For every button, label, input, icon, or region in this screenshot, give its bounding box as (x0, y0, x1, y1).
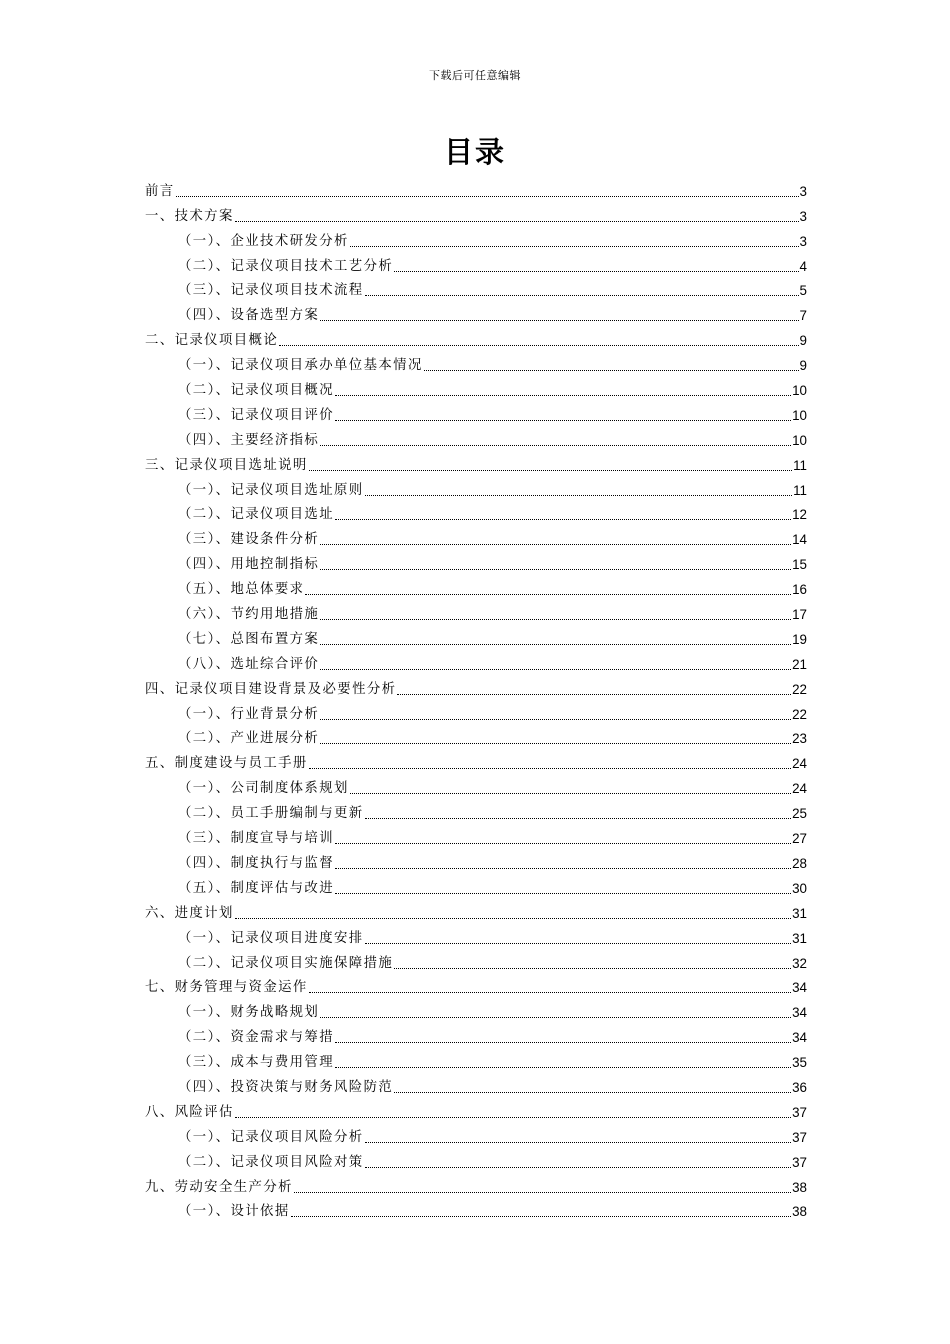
toc-entry[interactable] (145, 1146, 807, 1171)
page-header: 下载后可任意编辑 (429, 69, 521, 82)
toc-entry[interactable] (145, 797, 807, 822)
toc-entry-title: （四）、设备选型方案 (178, 308, 320, 324)
toc-entry-title: （二）、记录仪项目技术工艺分析 (178, 258, 394, 274)
toc-entry-title: 七、财务管理与资金运作 (145, 980, 308, 996)
toc-entry-title: （一）、财务战略规划 (178, 1005, 320, 1021)
toc-page-number: 23 (792, 731, 807, 747)
toc-page-number: 9 (799, 333, 807, 349)
toc-entry-title: （一）、企业技术研发分析 (178, 233, 349, 249)
toc-entry-title: （二）、员工手册编制与更新 (178, 806, 364, 822)
toc-page-number: 16 (792, 582, 807, 598)
toc-dot-leader (320, 544, 791, 545)
toc-entry[interactable] (145, 847, 807, 872)
toc-dot-leader (365, 295, 799, 296)
toc-dot-leader (335, 420, 791, 421)
toc-entry-title: （二）、产业进展分析 (178, 731, 320, 747)
toc-page-number: 25 (792, 806, 807, 822)
toc-entry-title: （三）、记录仪项目评价 (178, 407, 334, 423)
toc-page-number: 24 (792, 781, 807, 797)
toc-entry-title: （一）、公司制度体系规划 (178, 781, 349, 797)
page-title: 目录 (443, 135, 506, 169)
toc-entry[interactable] (145, 673, 807, 698)
toc-page-number: 19 (792, 631, 807, 647)
toc-page-number: 24 (792, 756, 807, 772)
toc-dot-leader (335, 1042, 791, 1043)
toc-entry[interactable] (145, 996, 807, 1021)
toc-page-number: 34 (792, 1005, 807, 1021)
toc-dot-leader (320, 644, 791, 645)
toc-page-number: 35 (792, 1055, 807, 1071)
toc-entry-title: （二）、记录仪项目选址 (178, 507, 334, 523)
toc-entry[interactable] (145, 1121, 807, 1146)
toc-entry[interactable] (145, 822, 807, 847)
toc-page-number: 15 (792, 557, 807, 573)
toc-entry[interactable] (145, 1046, 807, 1071)
toc-page-number: 11 (793, 457, 807, 473)
toc-dot-leader (424, 370, 799, 371)
toc-page-number: 32 (792, 955, 807, 971)
toc-dot-leader (176, 196, 799, 197)
toc-dot-leader (279, 345, 798, 346)
toc-entry-title: （四）、制度执行与监督 (178, 855, 334, 871)
toc-entry[interactable] (145, 872, 807, 897)
toc-entry[interactable] (145, 1096, 807, 1121)
toc-dot-leader (320, 719, 791, 720)
toc-dot-leader (394, 1092, 791, 1093)
toc-dot-leader (291, 1216, 791, 1217)
toc-entry[interactable] (145, 299, 807, 324)
toc-dot-leader (309, 470, 792, 471)
toc-entry[interactable] (145, 250, 807, 275)
toc-dot-leader (335, 519, 791, 520)
toc-page-number: 31 (792, 930, 807, 946)
toc-entry[interactable] (145, 275, 807, 300)
toc-entry[interactable] (145, 723, 807, 748)
toc-page-number: 37 (792, 1154, 807, 1170)
toc-entry[interactable] (145, 897, 807, 922)
toc-page-number: 12 (792, 507, 807, 523)
toc-entry-title: （一）、行业背景分析 (178, 706, 320, 722)
toc-entry[interactable] (145, 772, 807, 797)
toc-page-number: 30 (792, 880, 807, 896)
toc-entry-title: （三）、建设条件分析 (178, 532, 320, 548)
toc-entry-title: 五、制度建设与员工手册 (145, 756, 308, 772)
toc-entry[interactable] (145, 747, 807, 772)
toc-dot-leader (320, 743, 791, 744)
toc-entry[interactable] (145, 399, 807, 424)
toc-entry[interactable] (145, 1196, 807, 1221)
toc-entry-title: （四）、主要经济指标 (178, 432, 320, 448)
toc-page-number: 4 (799, 258, 807, 274)
toc-dot-leader (335, 868, 791, 869)
toc-dot-leader (394, 968, 791, 969)
toc-entry[interactable] (145, 175, 807, 200)
toc-dot-leader (305, 594, 791, 595)
toc-page-number: 10 (792, 432, 807, 448)
toc-page-number: 7 (799, 308, 807, 324)
toc-page-number: 37 (792, 1129, 807, 1145)
toc-entry-title: 一、技术方案 (145, 208, 234, 224)
toc-entry[interactable] (145, 598, 807, 623)
toc-entry[interactable] (145, 324, 807, 349)
toc-dot-leader (335, 843, 791, 844)
toc-entry-title: （三）、制度宣导与培训 (178, 831, 334, 847)
toc-entry-title: 六、进度计划 (145, 905, 234, 921)
toc-entry[interactable] (145, 922, 807, 947)
toc-page-number: 21 (792, 656, 807, 672)
toc-entry-title: 三、记录仪项目选址说明 (145, 457, 308, 473)
toc-page-number: 14 (792, 532, 807, 548)
toc-entry-title: （二）、记录仪项目概况 (178, 383, 334, 399)
toc-dot-leader (320, 619, 791, 620)
toc-page-number: 27 (792, 831, 807, 847)
toc-page-number: 36 (792, 1079, 807, 1095)
toc-dot-leader (320, 320, 798, 321)
toc-entry[interactable] (145, 1021, 807, 1046)
toc-dot-leader (335, 893, 791, 894)
toc-entry-title: （四）、用地控制指标 (178, 557, 320, 573)
toc-dot-leader (320, 669, 791, 670)
toc-dot-leader (365, 1142, 792, 1143)
toc-dot-leader (335, 1067, 791, 1068)
toc-entry-title: （一）、设计依据 (178, 1204, 290, 1220)
toc-entry[interactable] (145, 1171, 807, 1196)
toc-page-number: 3 (799, 208, 807, 224)
toc-entry[interactable] (145, 200, 807, 225)
toc-dot-leader (365, 495, 793, 496)
toc-entry[interactable] (145, 548, 807, 573)
toc-page-number: 34 (792, 980, 807, 996)
table-of-contents (145, 175, 807, 1220)
toc-dot-leader (365, 1167, 792, 1168)
toc-entry-title: （一）、记录仪项目风险分析 (178, 1129, 364, 1145)
toc-entry-title: 二、记录仪项目概论 (145, 333, 279, 349)
toc-dot-leader (309, 768, 791, 769)
toc-dot-leader (294, 1192, 791, 1193)
toc-page-number: 10 (792, 407, 807, 423)
toc-dot-leader (365, 818, 792, 819)
toc-dot-leader (335, 395, 791, 396)
toc-dot-leader (397, 694, 791, 695)
toc-page-number: 9 (799, 358, 807, 374)
toc-entry-title: 前言 (145, 183, 175, 199)
toc-dot-leader (350, 793, 791, 794)
toc-entry-title: （四）、投资决策与财务风险防范 (178, 1079, 394, 1095)
toc-entry[interactable] (145, 573, 807, 598)
toc-entry[interactable] (145, 947, 807, 972)
toc-entry-title: （八）、选址综合评价 (178, 656, 320, 672)
toc-entry[interactable] (145, 499, 807, 524)
toc-page-number: 38 (792, 1204, 807, 1220)
toc-dot-leader (320, 445, 791, 446)
toc-page-number: 3 (799, 233, 807, 249)
toc-page-number: 37 (792, 1104, 807, 1120)
toc-dot-leader (309, 992, 791, 993)
toc-entry[interactable] (145, 523, 807, 548)
toc-page-number: 38 (792, 1179, 807, 1195)
toc-entry-title: （五）、制度评估与改进 (178, 880, 334, 896)
toc-page-number: 11 (793, 482, 807, 498)
toc-page-number: 5 (799, 283, 807, 299)
toc-entry[interactable] (145, 972, 807, 997)
toc-page-number: 3 (799, 183, 807, 199)
toc-entry-title: （一）、记录仪项目选址原则 (178, 482, 364, 498)
toc-entry-title: （二）、资金需求与筹措 (178, 1030, 334, 1046)
toc-entry-title: （三）、成本与费用管理 (178, 1055, 334, 1071)
toc-dot-leader (320, 569, 791, 570)
toc-page-number: 31 (792, 905, 807, 921)
toc-entry-title: （二）、记录仪项目实施保障措施 (178, 955, 394, 971)
toc-entry[interactable] (145, 648, 807, 673)
toc-entry-title: （五）、地总体要求 (178, 582, 305, 598)
toc-entry-title: 八、风险评估 (145, 1104, 234, 1120)
toc-entry-title: 九、劳动安全生产分析 (145, 1179, 293, 1195)
toc-entry-title: （六）、节约用地措施 (178, 607, 320, 623)
toc-page-number: 22 (792, 706, 807, 722)
toc-page-number: 10 (792, 383, 807, 399)
toc-entry[interactable] (145, 474, 807, 499)
toc-dot-leader (235, 918, 791, 919)
toc-page-number: 17 (792, 607, 807, 623)
toc-dot-leader (235, 1117, 791, 1118)
toc-entry[interactable] (145, 225, 807, 250)
toc-entry[interactable] (145, 698, 807, 723)
toc-entry[interactable] (145, 424, 807, 449)
toc-entry-title: （二）、记录仪项目风险对策 (178, 1154, 364, 1170)
toc-entry-title: （三）、记录仪项目技术流程 (178, 283, 364, 299)
toc-dot-leader (235, 221, 799, 222)
toc-dot-leader (365, 943, 792, 944)
toc-dot-leader (394, 271, 798, 272)
toc-entry-title: （七）、总图布置方案 (178, 631, 320, 647)
toc-entry-title: 四、记录仪项目建设背景及必要性分析 (145, 681, 397, 697)
toc-dot-leader (320, 1017, 791, 1018)
toc-entry[interactable] (145, 374, 807, 399)
toc-entry[interactable] (145, 1071, 807, 1096)
toc-page-number: 28 (792, 855, 807, 871)
toc-dot-leader (350, 246, 799, 247)
toc-entry[interactable] (145, 623, 807, 648)
toc-page-number: 22 (792, 681, 807, 697)
toc-entry[interactable] (145, 449, 807, 474)
toc-entry-title: （一）、记录仪项目进度安排 (178, 930, 364, 946)
toc-entry-title: （一）、记录仪项目承办单位基本情况 (178, 358, 423, 374)
toc-entry[interactable] (145, 349, 807, 374)
toc-page-number: 34 (792, 1030, 807, 1046)
